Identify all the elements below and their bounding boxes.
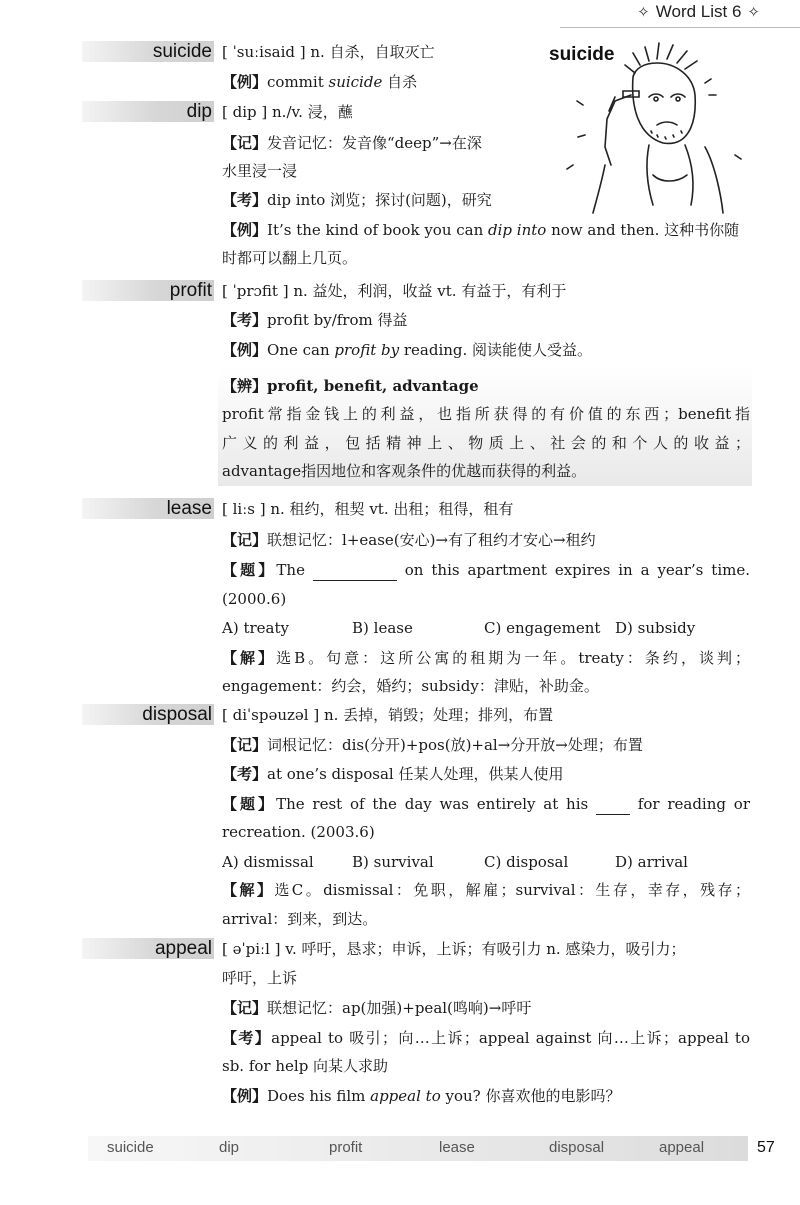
page-number: 57 [757,1139,775,1156]
appeal-usage-cont: sb. for help 向某人求助 [222,1057,389,1075]
lease-solution-cont: engagement：约会，婚约；subsidy：津贴，补助金。 [222,677,599,695]
disposal-question-year: recreation. (2003.6) [222,823,375,841]
appeal-example: 【例】Does his film appeal to you? 你喜欢他的电影吗？ [222,1087,621,1105]
appeal-memory: 【记】联想记忆：ap(加强)+peal(鸣响)→呼吁 [222,999,532,1017]
lease-option-b: B) lease [352,619,413,637]
profit-distinction-3: advantage指因地位和客观条件的优越而获得的利益。 [222,462,587,480]
disposal-solution: 【解】选C。dismissal：免职，解雇；survival：生存，幸存，残存； [222,881,750,899]
dip-example: 【例】It’s the kind of book you can dip into now and then. 这种书你随 [222,221,740,239]
footer-word-lease: lease [439,1139,475,1156]
answer-blank [313,560,397,581]
disposal-option-d: D) arrival [615,853,688,871]
word-list-title: Word List 6 [655,2,742,21]
diamond-icon: ✧ [637,4,650,21]
disposal-option-a: A) dismissal [222,853,314,871]
diamond-icon: ✧ [747,4,760,21]
lease-solution: 【解】选B。句意：这所公寓的租期为一年。treaty：条约，谈判； [222,649,750,667]
lease-memory: 【记】联想记忆：l+ease(安心)→有了租约才安心→租约 [222,531,596,549]
lease-option-c: C) engagement [484,619,601,637]
example-tag: 【例】 [222,73,268,91]
footer-word-appeal: appeal [659,1139,705,1156]
disposal-solution-cont: arrival：到来，到达。 [222,910,378,928]
suicide-definition: [ ˈsuːisaid ] n. 自杀，自取灭亡 [222,43,435,61]
lease-question-year: (2000.6) [222,590,287,608]
disposal-question: 【题】The rest of the day was entirely at his for reading or [222,795,750,813]
dip-memory: 【记】发音记忆：发音像“deep”→在深 [222,134,482,152]
appeal-definition: [ əˈpiːl ] v. 呼吁，恳求；申诉，上诉；有吸引力 n. 感染力，吸引力； [222,940,686,958]
entry-word-lease: lease [82,498,214,519]
entry-word-disposal: disposal [82,704,214,725]
disposal-option-c: C) disposal [484,853,569,871]
disposal-definition: [ diˈspəuzəl ] n. 丢掉，销毁；处理；排列，布置 [222,706,554,724]
footer-word-dip: dip [219,1139,240,1156]
dip-memory-cont: 水里浸一浸 [222,162,298,180]
footer-word-profit: profit [329,1139,363,1156]
dip-definition: [ dip ] n./v. 浸，蘸 [222,103,353,121]
illustration-label: suicide [549,44,615,65]
footer-word-suicide: suicide [107,1139,154,1156]
header-rule [560,27,800,28]
profit-distinction-2: 广义的利益，包括精神上、物质上、社会的和个人的收益； [222,434,750,452]
suicide-example: 【例】commit suicide 自杀 [222,73,418,91]
profit-distinction-1: profit常指金钱上的利益，也指所获得的有价值的东西；benefit指 [222,405,750,423]
entry-word-dip: dip [82,101,214,122]
appeal-usage: 【考】appeal to 吸引；向…上诉；appeal against 向…上诉；appeal to [222,1029,750,1047]
lease-option-a: A) treaty [222,619,289,637]
entry-word-profit: profit [82,280,214,301]
footer-word-disposal: disposal [549,1139,605,1156]
profit-example: 【例】One can profit by reading. 阅读能使人受益。 [222,341,593,359]
entry-word-appeal: appeal [82,938,214,959]
page-header [637,2,760,22]
appeal-definition-cont: 呼吁，上诉 [222,969,298,987]
lease-question: 【题】The on this apartment expires in a year’s time. [222,561,750,579]
profit-usage: 【考】profit by/from 得益 [222,311,408,329]
entry-word-suicide: suicide [82,41,214,62]
footer-band [88,1136,748,1161]
disposal-usage: 【考】at one’s disposal 任某人处理，供某人使用 [222,765,564,783]
lease-option-d: D) subsidy [615,619,696,637]
profit-distinction-title: 【辨】profit, benefit, advantage [222,377,479,395]
disposal-option-b: B) survival [352,853,434,871]
dip-usage: 【考】dip into 浏览；探讨(问题)，研究 [222,191,492,209]
answer-blank [596,794,630,815]
dip-example-cont: 时都可以翻上几页。 [222,249,358,267]
profit-definition: [ ˈprɔfit ] n. 益处，利润，收益 vt. 有益于，有利于 [222,282,567,300]
disposal-memory: 【记】词根记忆：dis(分开)+pos(放)+al→分开放→处理；布置 [222,736,643,754]
lease-definition: [ liːs ] n. 租约，租契 vt. 出租；租得，租有 [222,500,514,518]
